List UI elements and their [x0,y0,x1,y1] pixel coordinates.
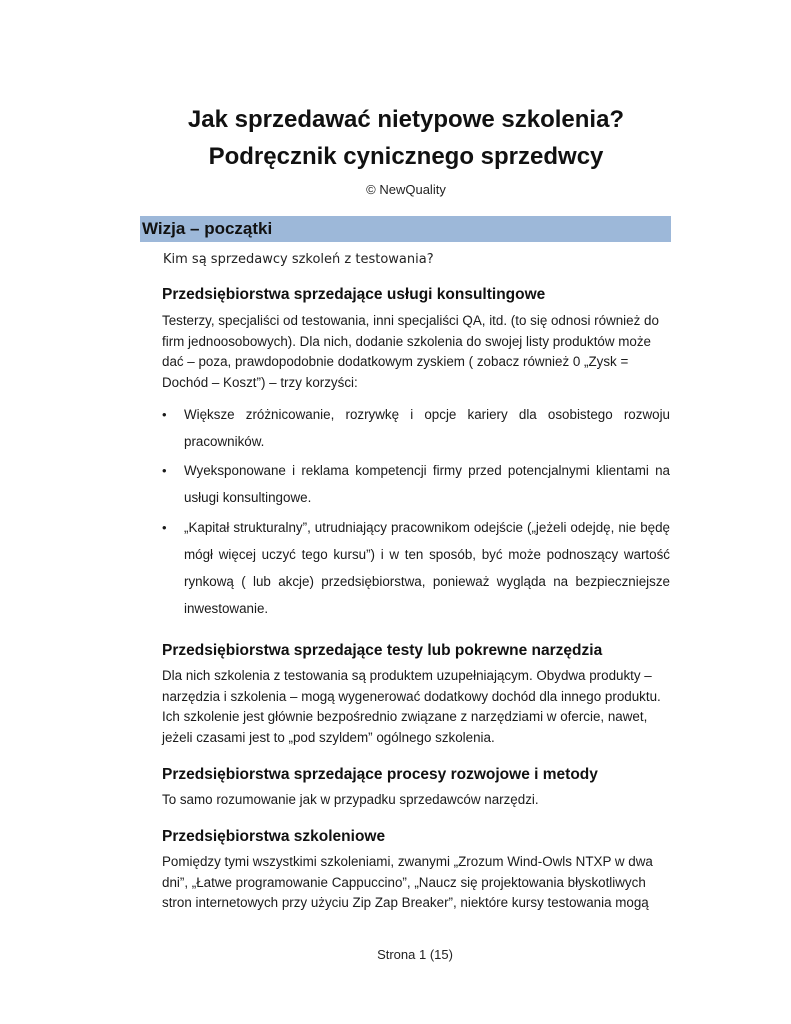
bullet-item [162,457,670,511]
document-title-line-2: Podręcznik cynicznego sprzedwcy [208,143,604,170]
subsection-heading-training: Przedsiębiorstwa szkoleniowe [162,828,386,845]
section-title: Wizja – początki [142,219,273,238]
copyright-notice: © NewQuality [366,182,446,197]
subsection-text-processes: To samo rozumowanie jak w przypadku sprzedawców narzędzi. [162,792,539,807]
subsection-heading-consulting: Przedsiębiorstwa sprzedające usługi konsultingowe [162,286,546,303]
page-number: Strona 1 (15) [377,947,453,962]
bullet-list [162,401,670,455]
subsection-text-consulting: Testerzy, specjaliści od testowania, inni specjaliści QA, itd. (to się odnosi również do firm jednoosobowych). Dla nich, dodanie szkolenia do swojej listy produktów może dać – poza, prawdopodobnie dodatkowym zyskiem ( zobacz również 0 „Zysk = Dochód – Koszt”) – trzy korzyści: [162,313,659,390]
bullet-icon: • [162,463,167,478]
subsection-text-training: Pomiędzy tymi wszystkimi szkoleniami, zwanymi „Zrozum Wind-Owls NTXP w dwa dni”, „Łatwe programowanie Cappuccino”, „Naucz się projektowania błyskotliwych stron internetowych przy użyciu Zip Zap Breaker”, niektóre kursy testowania mogą [162,854,653,911]
bullet-icon: • [162,520,167,535]
bullet-text: Większe zróżnicowanie, rozrywkę i opcje kariery dla osobistego rozwoju pracowników. [184,407,670,449]
bullet-item [162,401,670,455]
bullet-item [162,514,670,622]
bullet-text: Wyeksponowane i reklama kompetencji firmy przed potencjalnymi klientami na usługi konsultingowe. [184,463,670,505]
bullet-icon: • [162,407,167,422]
subsection-text-tools: Dla nich szkolenia z testowania są produktem uzupełniającym. Obydwa produkty – narzędzia i szkolenia – mogą wygenerować dodatkowy dochód dla innego produktu. Ich szkolenie jest głównie bezpośrednio związane z narzędziami w ofercie, nawet, jeżeli czasami jest to „pod szyldem” ogólnego szkolenia. [162,668,661,745]
bullet-text: „Kapitał strukturalny”, utrudniający pracownikom odejście („jeżeli odejdę, nie będę mógł więcej uczyć tego kursu”) i w ten sposób, być może podnoszący wartość rynkową ( lub akcje) przedsiębiorstwa, ponieważ wygląda na bezpieczniejsze inwestowanie. [184,520,670,616]
bullet-list [162,514,670,622]
bullet-list [162,457,670,511]
section-question: Kim są sprzedawcy szkoleń z testowania? [163,252,434,267]
document-title-line-1: Jak sprzedawać nietypowe szkolenia? [187,106,625,133]
subsection-heading-tools: Przedsiębiorstwa sprzedające testy lub pokrewne narzędzia [162,642,603,659]
subsection-heading-processes: Przedsiębiorstwa sprzedające procesy rozwojowe i metody [162,766,598,783]
section-heading-bar [140,216,671,242]
